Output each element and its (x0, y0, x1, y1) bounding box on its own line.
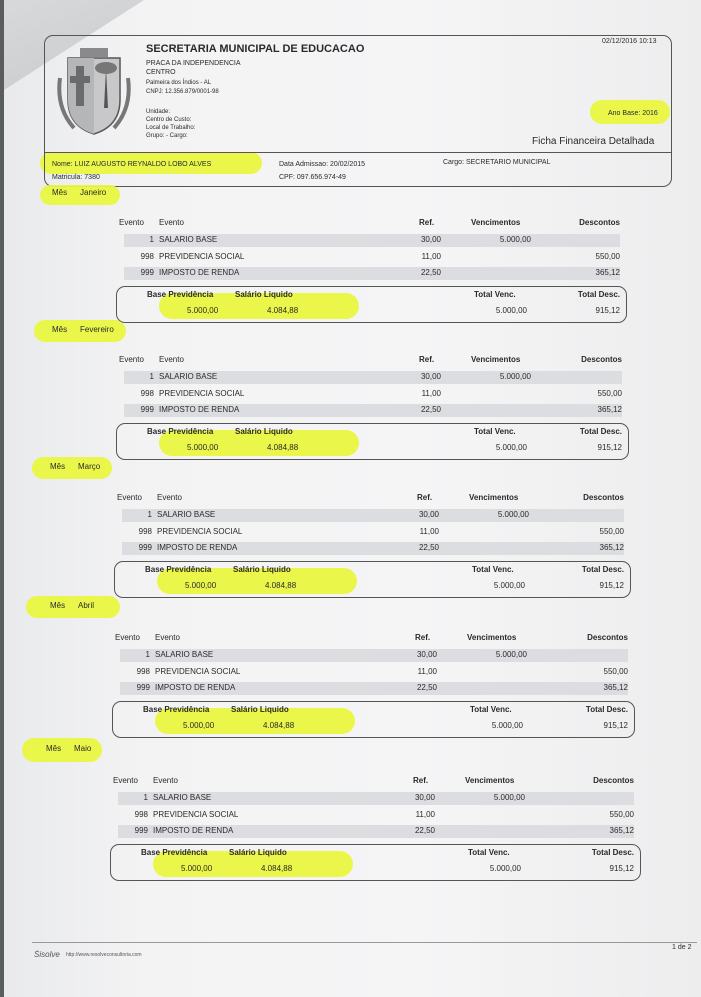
event-ref: 30,00 (418, 510, 439, 519)
col-header-code: Evento (115, 633, 140, 642)
month-prefix: Mês (46, 744, 62, 753)
event-code: 998 (136, 666, 150, 676)
cpf: CPF: 097.656.974-49 (279, 174, 346, 181)
col-header-vencimentos: Vencimentos (469, 493, 519, 502)
salario-liquido-value: 4.084,88 (267, 443, 299, 452)
event-code: 998 (138, 526, 152, 536)
total-desc-label: Total Desc. (591, 848, 634, 857)
event-desconto: 550,00 (599, 526, 624, 536)
event-description: SALARIO BASE (159, 372, 218, 381)
address-line-1: PRACA DA INDEPENDENCIA (146, 60, 241, 67)
col-header-code: Evento (117, 493, 142, 502)
base-previdencia-value: 5.000,00 (183, 721, 215, 730)
event-ref: 30,00 (420, 235, 441, 244)
year-base: Ano Base: 2016 (608, 110, 658, 117)
event-vencimento: 5.000,00 (497, 510, 529, 519)
total-desc-label: Total Desc. (581, 565, 624, 574)
col-header-code: Evento (119, 355, 144, 364)
col-header-vencimentos: Vencimentos (471, 218, 521, 227)
col-header-vencimentos: Vencimentos (471, 355, 521, 364)
col-header-event: Evento (155, 633, 180, 642)
event-description: PREVIDENCIA SOCIAL (159, 388, 245, 398)
event-description: PREVIDENCIA SOCIAL (155, 666, 241, 676)
col-header-event: Evento (153, 776, 178, 785)
total-desc-label: Total Desc. (585, 705, 628, 714)
event-description: SALARIO BASE (159, 235, 218, 244)
event-description: SALARIO BASE (153, 793, 212, 802)
municipal-crest-icon (54, 48, 134, 138)
total-venc-value: 5.000,00 (495, 443, 527, 452)
salario-liquido-label: Salário Liquido (235, 290, 293, 299)
event-ref: 22,50 (418, 543, 439, 552)
page-number: 1 de 2 (672, 944, 692, 951)
col-header-ref: Ref. (415, 633, 431, 642)
month-prefix: Mês (52, 325, 68, 334)
org-name: SECRETARIA MUNICIPAL DE EDUCACAO (146, 43, 365, 55)
event-desconto: 550,00 (609, 809, 634, 819)
event-ref: 22,50 (414, 826, 435, 835)
event-description: PREVIDENCIA SOCIAL (159, 251, 245, 261)
total-desc-label: Total Desc. (579, 427, 622, 436)
event-ref: 22,50 (420, 268, 441, 277)
address-line-2: CENTRO (146, 69, 176, 76)
footer-line (32, 942, 697, 943)
event-description: SALARIO BASE (155, 650, 214, 659)
event-code: 999 (138, 543, 152, 552)
col-header-event: Evento (159, 355, 184, 364)
event-description: IMPOSTO DE RENDA (155, 683, 236, 692)
document-page (4, 0, 701, 997)
col-header-descontos: Descontos (581, 355, 622, 364)
col-header-code: Evento (113, 776, 138, 785)
col-header-ref: Ref. (417, 493, 433, 502)
total-venc-value: 5.000,00 (493, 581, 525, 590)
total-desc-value: 915,12 (597, 443, 622, 452)
footer-url: http://www.resolveconsultoria.com (66, 952, 142, 958)
total-venc-label: Total Venc. (474, 290, 516, 299)
salario-liquido-label: Salário Liquido (229, 848, 287, 857)
col-header-ref: Ref. (419, 355, 435, 364)
salario-liquido-value: 4.084,88 (265, 581, 297, 590)
base-previdencia-value: 5.000,00 (181, 864, 213, 873)
base-previdencia-value: 5.000,00 (187, 443, 219, 452)
event-code: 998 (134, 809, 148, 819)
salario-liquido-label: Salário Liquido (231, 705, 289, 714)
month-prefix: Mês (52, 188, 68, 197)
event-vencimento: 5.000,00 (495, 650, 527, 659)
total-venc-label: Total Venc. (474, 427, 516, 436)
event-desconto: 365,12 (597, 405, 622, 414)
total-venc-value: 5.000,00 (491, 721, 523, 730)
total-desc-value: 915,12 (603, 721, 628, 730)
month-name: Março (78, 462, 101, 471)
total-venc-value: 5.000,00 (489, 864, 521, 873)
base-previdencia-label: Base Previdência (147, 290, 214, 299)
total-desc-value: 915,12 (595, 306, 620, 315)
print-datetime: 02/12/2016 10:13 (602, 38, 657, 45)
group-label: Grupo: - Cargo: (146, 133, 188, 139)
total-venc-label: Total Venc. (468, 848, 510, 857)
col-header-event: Evento (157, 493, 182, 502)
event-desconto: 365,12 (595, 268, 620, 277)
total-venc-value: 5.000,00 (495, 306, 527, 315)
document-title: Ficha Financeira Detalhada (532, 136, 655, 147)
event-ref: 30,00 (416, 650, 437, 659)
base-previdencia-label: Base Previdência (143, 705, 210, 714)
event-ref: 11,00 (415, 809, 435, 819)
col-header-ref: Ref. (419, 218, 435, 227)
header-divider (44, 152, 672, 153)
event-description: IMPOSTO DE RENDA (159, 405, 240, 414)
event-ref: 11,00 (419, 526, 439, 536)
event-code: 1 (145, 650, 150, 659)
registration-number: Matricula: 7380 (52, 174, 100, 181)
event-description: IMPOSTO DE RENDA (157, 543, 238, 552)
event-ref: 22,50 (420, 405, 441, 414)
event-description: SALARIO BASE (157, 510, 216, 519)
col-header-descontos: Descontos (593, 776, 634, 785)
event-ref: 11,00 (417, 666, 437, 676)
event-code: 999 (140, 405, 154, 414)
col-header-vencimentos: Vencimentos (465, 776, 515, 785)
event-desconto: 365,12 (603, 683, 628, 692)
unit-label: Unidade: (146, 109, 171, 115)
event-ref: 11,00 (421, 388, 441, 398)
event-desconto: 550,00 (595, 251, 620, 261)
footer-brand: Ṡisolve (34, 950, 60, 959)
month-name: Abril (78, 601, 95, 610)
month-prefix: Mês (50, 601, 66, 610)
total-desc-value: 915,12 (599, 581, 624, 590)
event-ref: 30,00 (420, 372, 441, 381)
col-header-descontos: Descontos (583, 493, 624, 502)
total-venc-label: Total Venc. (472, 565, 514, 574)
cnpj: CNPJ: 12.356.879/0001-98 (146, 89, 219, 95)
event-description: PREVIDENCIA SOCIAL (153, 809, 239, 819)
event-code: 999 (140, 268, 154, 277)
salario-liquido-value: 4.084,88 (267, 306, 299, 315)
salario-liquido-value: 4.084,88 (261, 864, 293, 873)
total-venc-label: Total Venc. (470, 705, 512, 714)
salario-liquido-value: 4.084,88 (263, 721, 295, 730)
admission-date: Data Admissao: 20/02/2015 (279, 161, 366, 168)
col-header-ref: Ref. (413, 776, 429, 785)
salario-liquido-label: Salário Liquido (233, 565, 291, 574)
cost-center-label: Centro de Custo: (146, 117, 192, 123)
employee-role: Cargo: SECRETARIO MUNICIPAL (443, 159, 551, 166)
col-header-event: Evento (159, 218, 184, 227)
event-ref: 11,00 (421, 251, 441, 261)
base-previdencia-label: Base Previdência (147, 427, 214, 436)
col-header-descontos: Descontos (587, 633, 628, 642)
event-code: 1 (147, 510, 152, 519)
event-code: 998 (140, 251, 154, 261)
col-header-descontos: Descontos (579, 218, 620, 227)
event-ref: 22,50 (416, 683, 437, 692)
event-desconto: 550,00 (603, 666, 628, 676)
event-desconto: 365,12 (599, 543, 624, 552)
address-line-3: Palmeira dos Índios - AL (146, 80, 212, 86)
event-code: 999 (134, 826, 148, 835)
event-description: IMPOSTO DE RENDA (159, 268, 240, 277)
base-previdencia-value: 5.000,00 (185, 581, 217, 590)
event-code: 998 (140, 388, 154, 398)
event-code: 1 (143, 793, 148, 802)
event-description: IMPOSTO DE RENDA (153, 826, 234, 835)
base-previdencia-label: Base Previdência (141, 848, 208, 857)
month-name: Janeiro (80, 188, 107, 197)
workplace-label: Local de Trabalho: (146, 125, 196, 131)
event-code: 1 (149, 372, 154, 381)
base-previdencia-label: Base Previdência (145, 565, 212, 574)
highlight-month (26, 596, 120, 618)
event-code: 1 (149, 235, 154, 244)
employee-name: Nome: LUIZ AUGUSTO REYNALDO LOBO ALVES (52, 161, 212, 168)
event-ref: 30,00 (414, 793, 435, 802)
event-vencimento: 5.000,00 (499, 235, 531, 244)
total-desc-label: Total Desc. (577, 290, 620, 299)
col-header-vencimentos: Vencimentos (467, 633, 517, 642)
month-name: Fevereiro (80, 325, 114, 334)
event-code: 999 (136, 683, 150, 692)
event-description: PREVIDENCIA SOCIAL (157, 526, 243, 536)
event-desconto: 550,00 (597, 388, 622, 398)
month-prefix: Mês (50, 462, 66, 471)
month-name: Maio (74, 744, 92, 753)
total-desc-value: 915,12 (609, 864, 634, 873)
event-desconto: 365,12 (609, 826, 634, 835)
event-vencimento: 5.000,00 (499, 372, 531, 381)
salario-liquido-label: Salário Liquido (235, 427, 293, 436)
base-previdencia-value: 5.000,00 (187, 306, 219, 315)
col-header-code: Evento (119, 218, 144, 227)
event-vencimento: 5.000,00 (493, 793, 525, 802)
